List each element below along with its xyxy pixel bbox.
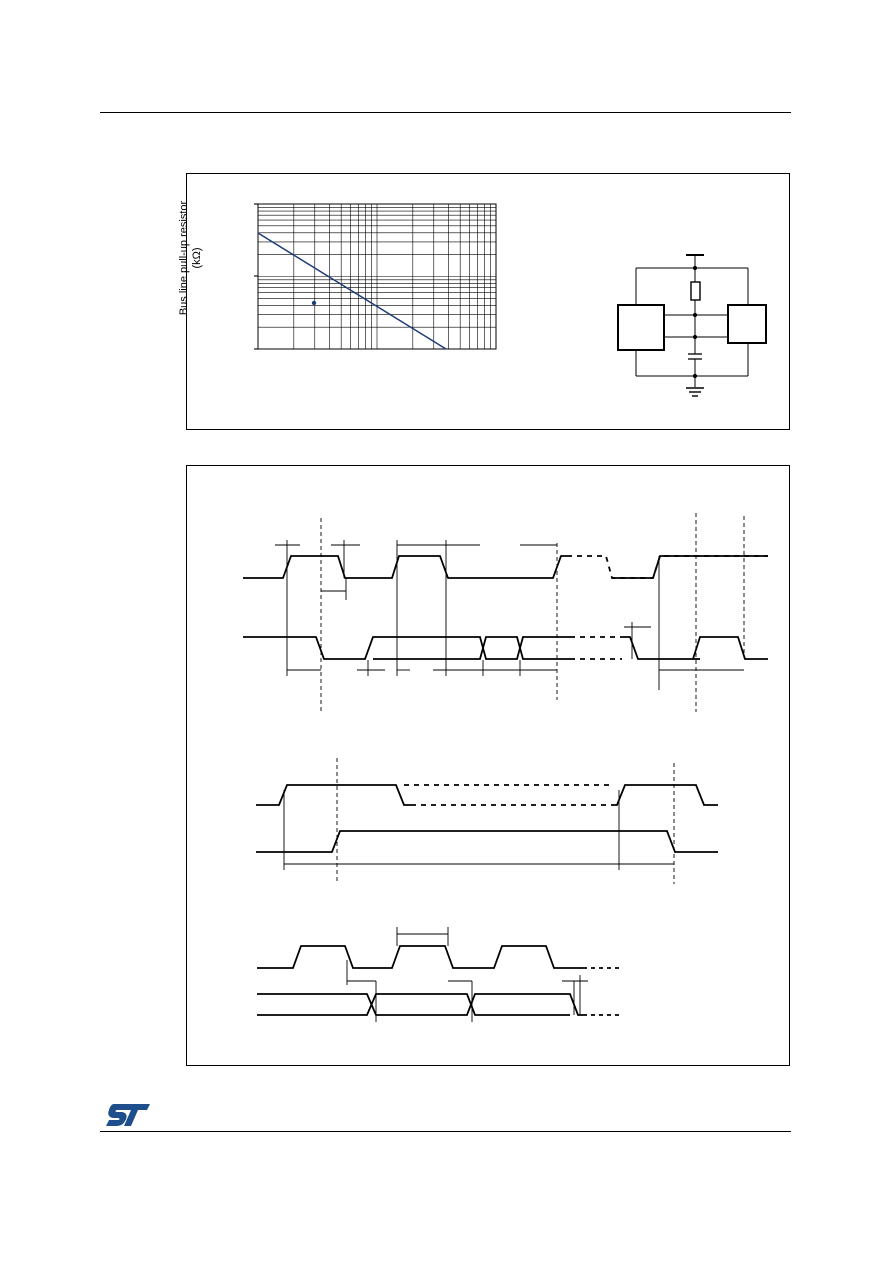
st-logo bbox=[104, 1102, 152, 1128]
chart-data-point bbox=[312, 301, 316, 305]
footer-rule bbox=[100, 1131, 791, 1132]
pullup-circuit bbox=[618, 255, 766, 396]
y-axis-label-line1: Bus line pull-up resistor bbox=[178, 200, 190, 316]
master-device-box bbox=[618, 305, 664, 350]
chart-ticks bbox=[254, 204, 258, 349]
slave-device-box bbox=[728, 305, 766, 343]
ground-icon bbox=[686, 388, 704, 396]
pull-up-resistor-icon bbox=[691, 282, 700, 300]
figure-ac-waveforms bbox=[186, 465, 790, 1066]
pullup-chart bbox=[254, 204, 496, 349]
chart-series-line bbox=[258, 233, 446, 349]
st-logo-icon bbox=[104, 1102, 152, 1128]
y-axis-label-line2: (kΩ) bbox=[191, 247, 203, 269]
